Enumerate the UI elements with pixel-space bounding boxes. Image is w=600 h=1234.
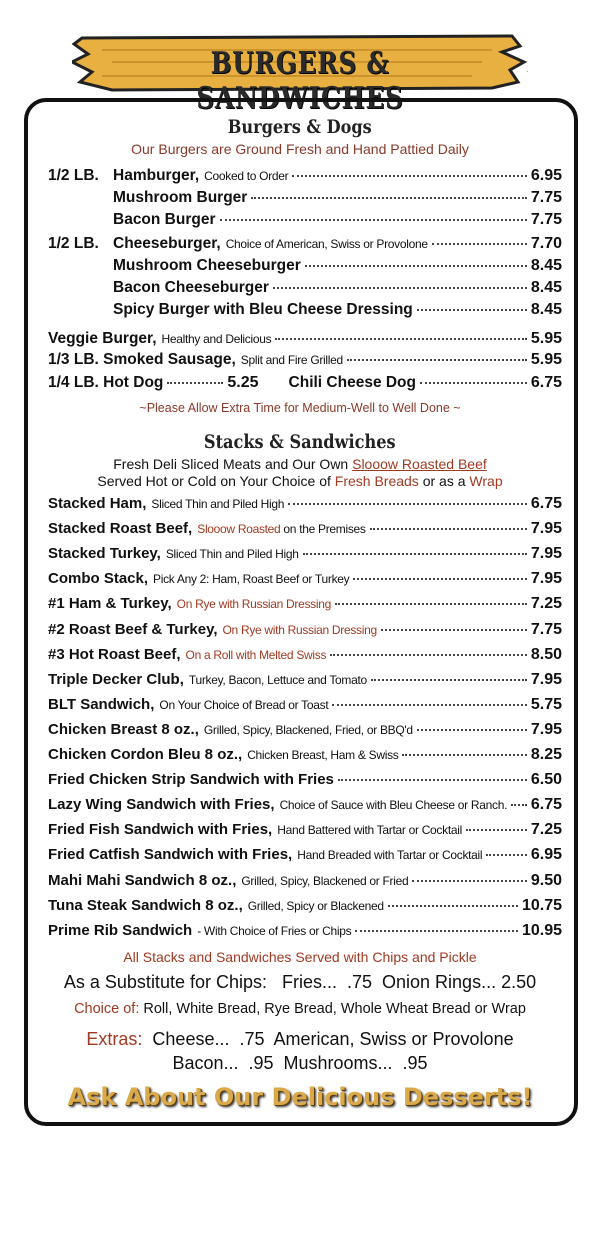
menu-item <box>48 570 562 594</box>
menu-item <box>48 595 562 619</box>
menu-item <box>48 796 562 820</box>
menu-item <box>48 351 562 373</box>
item-description: on the Premises <box>283 522 366 537</box>
item-price: 7.95 <box>530 520 562 538</box>
item-name: #1 Ham & Turkey, <box>48 595 172 613</box>
item-name: Mahi Mahi Sandwich 8 oz., <box>48 871 237 889</box>
item-description: Sliced Thin and Piled High <box>165 547 299 562</box>
dot-leader <box>412 880 527 882</box>
dot-leader <box>335 603 527 605</box>
menu-item <box>48 821 562 845</box>
item-description: Pick Any 2: Ham, Roast Beef or Turkey <box>153 572 350 587</box>
item-highlight: Slooow Roasted <box>197 522 281 537</box>
item-price: 9.50 <box>530 871 562 889</box>
item-name: Triple Decker Club, <box>48 670 184 688</box>
dot-leader <box>417 729 527 731</box>
menu-item <box>113 301 562 323</box>
item-description: Hand Battered with Tartar or Cocktail <box>277 823 462 838</box>
item-price: 6.95 <box>530 846 562 864</box>
item-description: Sliced Thin and Piled High <box>151 497 285 511</box>
item-name: Prime Rib Sandwich <box>48 921 193 939</box>
dot-leader <box>402 754 526 756</box>
header-banner <box>72 32 528 116</box>
item-price: 7.95 <box>530 670 562 688</box>
menu-item <box>48 771 562 795</box>
item-description: Split and Fire Grilled <box>240 353 343 367</box>
menu-item <box>48 167 562 189</box>
section-title-stacks: Stacks & Sandwiches <box>204 431 396 453</box>
item-price: 8.45 <box>530 257 562 274</box>
item-name: Stacked Roast Beef, <box>48 520 193 538</box>
dot-leader <box>432 243 527 245</box>
item-price: 10.75 <box>521 896 562 914</box>
item-name: Chicken Breast 8 oz., <box>48 720 199 738</box>
dot-leader <box>420 382 527 384</box>
dot-leader <box>273 287 527 289</box>
item-name: Spicy Burger with Bleu Cheese Dressing <box>113 301 413 318</box>
item-price: 6.50 <box>530 771 562 789</box>
dot-leader <box>338 779 527 781</box>
item-price: 8.50 <box>530 645 562 663</box>
item-price: 6.75 <box>530 796 562 814</box>
stacks-subtitle-1: Fresh Deli Sliced Meats and Our Own Slooow Roasted Beef <box>113 456 487 472</box>
dot-leader <box>303 553 527 555</box>
dessert-callout: Ask About Our Delicious Desserts! <box>67 1083 533 1111</box>
item-name: Cheeseburger, <box>113 235 221 252</box>
dot-leader <box>355 930 518 932</box>
menu-item <box>48 696 562 720</box>
menu-item <box>48 646 562 670</box>
served-note: All Stacks and Sandwiches Served with Chips and Pickle <box>123 949 477 965</box>
dot-leader <box>305 265 527 267</box>
dot-leader <box>353 578 527 580</box>
dot-leader <box>511 804 527 806</box>
menu-item <box>48 495 562 519</box>
item-description: Choice of Sauce with Bleu Cheese or Ranch. <box>279 798 508 813</box>
item-name: Hamburger, <box>113 167 200 184</box>
dot-leader <box>370 528 527 530</box>
item-price: 10.95 <box>521 921 562 939</box>
item-price: 8.45 <box>530 301 562 318</box>
menu-item <box>48 330 562 352</box>
item-price: 7.75 <box>530 620 562 638</box>
item-description: Grilled, Spicy, Blackened, Fried, or BBQ'd <box>203 722 413 737</box>
item-name: Fried Catfish Sandwich with Fries, <box>48 846 293 864</box>
item-price: 5.95 <box>530 351 562 368</box>
item-name: BLT Sandwich, <box>48 695 155 713</box>
menu-item <box>48 520 562 544</box>
item-name: Fried Fish Sandwich with Fries, <box>48 821 273 839</box>
item-name: Stacked Turkey, <box>48 545 161 563</box>
item-description: Healthy and Delicious <box>161 332 272 346</box>
item-price: 6.75 <box>530 495 562 512</box>
extras-line-1: Extras: Cheese... .75 American, Swiss or Provolone <box>86 1029 514 1049</box>
item-price: 7.75 <box>530 211 562 228</box>
item-price: 5.95 <box>530 330 562 347</box>
item-highlight: On Rye with Russian Dressing <box>176 597 331 612</box>
menu-item <box>48 671 562 695</box>
item-price: 7.25 <box>530 821 562 839</box>
item-name: Stacked Ham, <box>48 495 147 512</box>
dot-leader <box>330 654 527 656</box>
dot-leader <box>466 829 527 831</box>
item-name: #2 Roast Beef & Turkey, <box>48 620 218 638</box>
dot-leader <box>388 905 518 907</box>
menu-item-hot-dog: 1/4 LB. Hot Dog 5.25 Chili Cheese Dog 6.75 <box>48 374 562 391</box>
dot-leader <box>275 338 527 340</box>
menu-item <box>48 545 562 569</box>
item-description: Hand Breaded with Tartar or Cocktail <box>297 848 483 863</box>
item-highlight: On a Roll with Melted Swiss <box>185 647 327 662</box>
item-size: 1/2 LB. <box>48 167 99 184</box>
item-price: 8.25 <box>530 746 562 763</box>
banner-title: BURGERS & SANDWICHES <box>196 46 404 116</box>
item-name: Bacon Cheeseburger <box>113 279 269 296</box>
item-price: 6.95 <box>530 167 562 184</box>
dot-leader <box>486 854 527 856</box>
item-description: Grilled, Spicy or Blackened <box>247 898 384 913</box>
substitute-line: As a Substitute for Chips: Fries... .75 Onion Rings... 2.50 <box>63 972 537 992</box>
dot-leader <box>167 382 223 384</box>
stacks-subtitle-2: Served Hot or Cold on Your Choice of Fresh Breads or as a Wrap <box>97 473 503 489</box>
dot-leader <box>292 175 527 177</box>
item-name: Tuna Steak Sandwich 8 oz., <box>48 896 243 914</box>
menu-item <box>48 872 562 896</box>
item-price: 7.25 <box>530 595 562 613</box>
item-name: 1/3 LB. Smoked Sausage, <box>48 351 236 368</box>
item-highlight: On Rye with Russian Dressing <box>222 622 377 637</box>
item-description: Choice of American, Swiss or Provolone <box>225 237 428 251</box>
menu-item <box>113 257 562 279</box>
item-description: Cooked to Order <box>204 169 289 183</box>
menu-item <box>113 189 562 211</box>
item-name: Mushroom Burger <box>113 189 248 206</box>
menu-item <box>48 721 562 745</box>
dot-leader <box>251 197 527 199</box>
menu-item <box>48 746 562 770</box>
dot-leader <box>371 679 527 681</box>
item-price: 8.45 <box>530 279 562 296</box>
item-description: Grilled, Spicy, Blackened or Fried <box>241 873 409 888</box>
item-price: 5.75 <box>530 695 562 713</box>
menu-item <box>48 846 562 870</box>
item-name: #3 Hot Roast Beef, <box>48 645 181 663</box>
dot-leader <box>288 503 527 505</box>
item-name: Chicken Cordon Bleu 8 oz., <box>48 746 243 763</box>
bread-choice-line: Choice of: Roll, White Bread, Rye Bread, Whole Wheat Bread or Wrap <box>74 1001 526 1017</box>
item-price: 7.95 <box>530 545 562 563</box>
dot-leader <box>381 629 527 631</box>
item-name: Combo Stack, <box>48 570 149 588</box>
item-price: 7.75 <box>530 189 562 206</box>
menu-item <box>113 211 562 233</box>
item-description: Turkey, Bacon, Lettuce and Tomato <box>188 672 367 687</box>
item-name: Bacon Burger <box>113 211 216 228</box>
item-description: Chicken Breast, Ham & Swiss <box>247 748 399 762</box>
dot-leader <box>220 219 527 221</box>
item-price: 7.70 <box>530 235 562 252</box>
item-name: Mushroom Cheeseburger <box>113 257 301 274</box>
cooking-note: ~Please Allow Extra Time for Medium-Well to Well Done ~ <box>139 401 461 415</box>
item-name: Fried Chicken Strip Sandwich with Fries <box>48 771 334 789</box>
item-name: Lazy Wing Sandwich with Fries, <box>48 796 275 814</box>
dot-leader <box>332 704 526 706</box>
dot-leader <box>417 309 527 311</box>
item-name: Veggie Burger, <box>48 330 157 347</box>
burgers-subtitle: Our Burgers are Ground Fresh and Hand Pattied Daily <box>131 141 469 157</box>
item-price: 7.95 <box>530 720 562 738</box>
item-price: 7.95 <box>530 570 562 588</box>
section-title-burgers: Burgers & Dogs <box>227 116 373 138</box>
item-size: 1/2 LB. <box>48 235 99 252</box>
item-description: - With Choice of Fries or Chips <box>197 923 352 938</box>
menu-item <box>48 621 562 645</box>
item-description: On Your Choice of Bread or Toast <box>159 697 329 712</box>
menu-item <box>113 279 562 301</box>
extras-line-2: Bacon... .95 Mushrooms... .95 <box>172 1053 428 1073</box>
dot-leader <box>347 359 527 361</box>
menu-item <box>48 235 562 257</box>
menu-item <box>48 922 562 946</box>
menu-item <box>48 897 562 921</box>
